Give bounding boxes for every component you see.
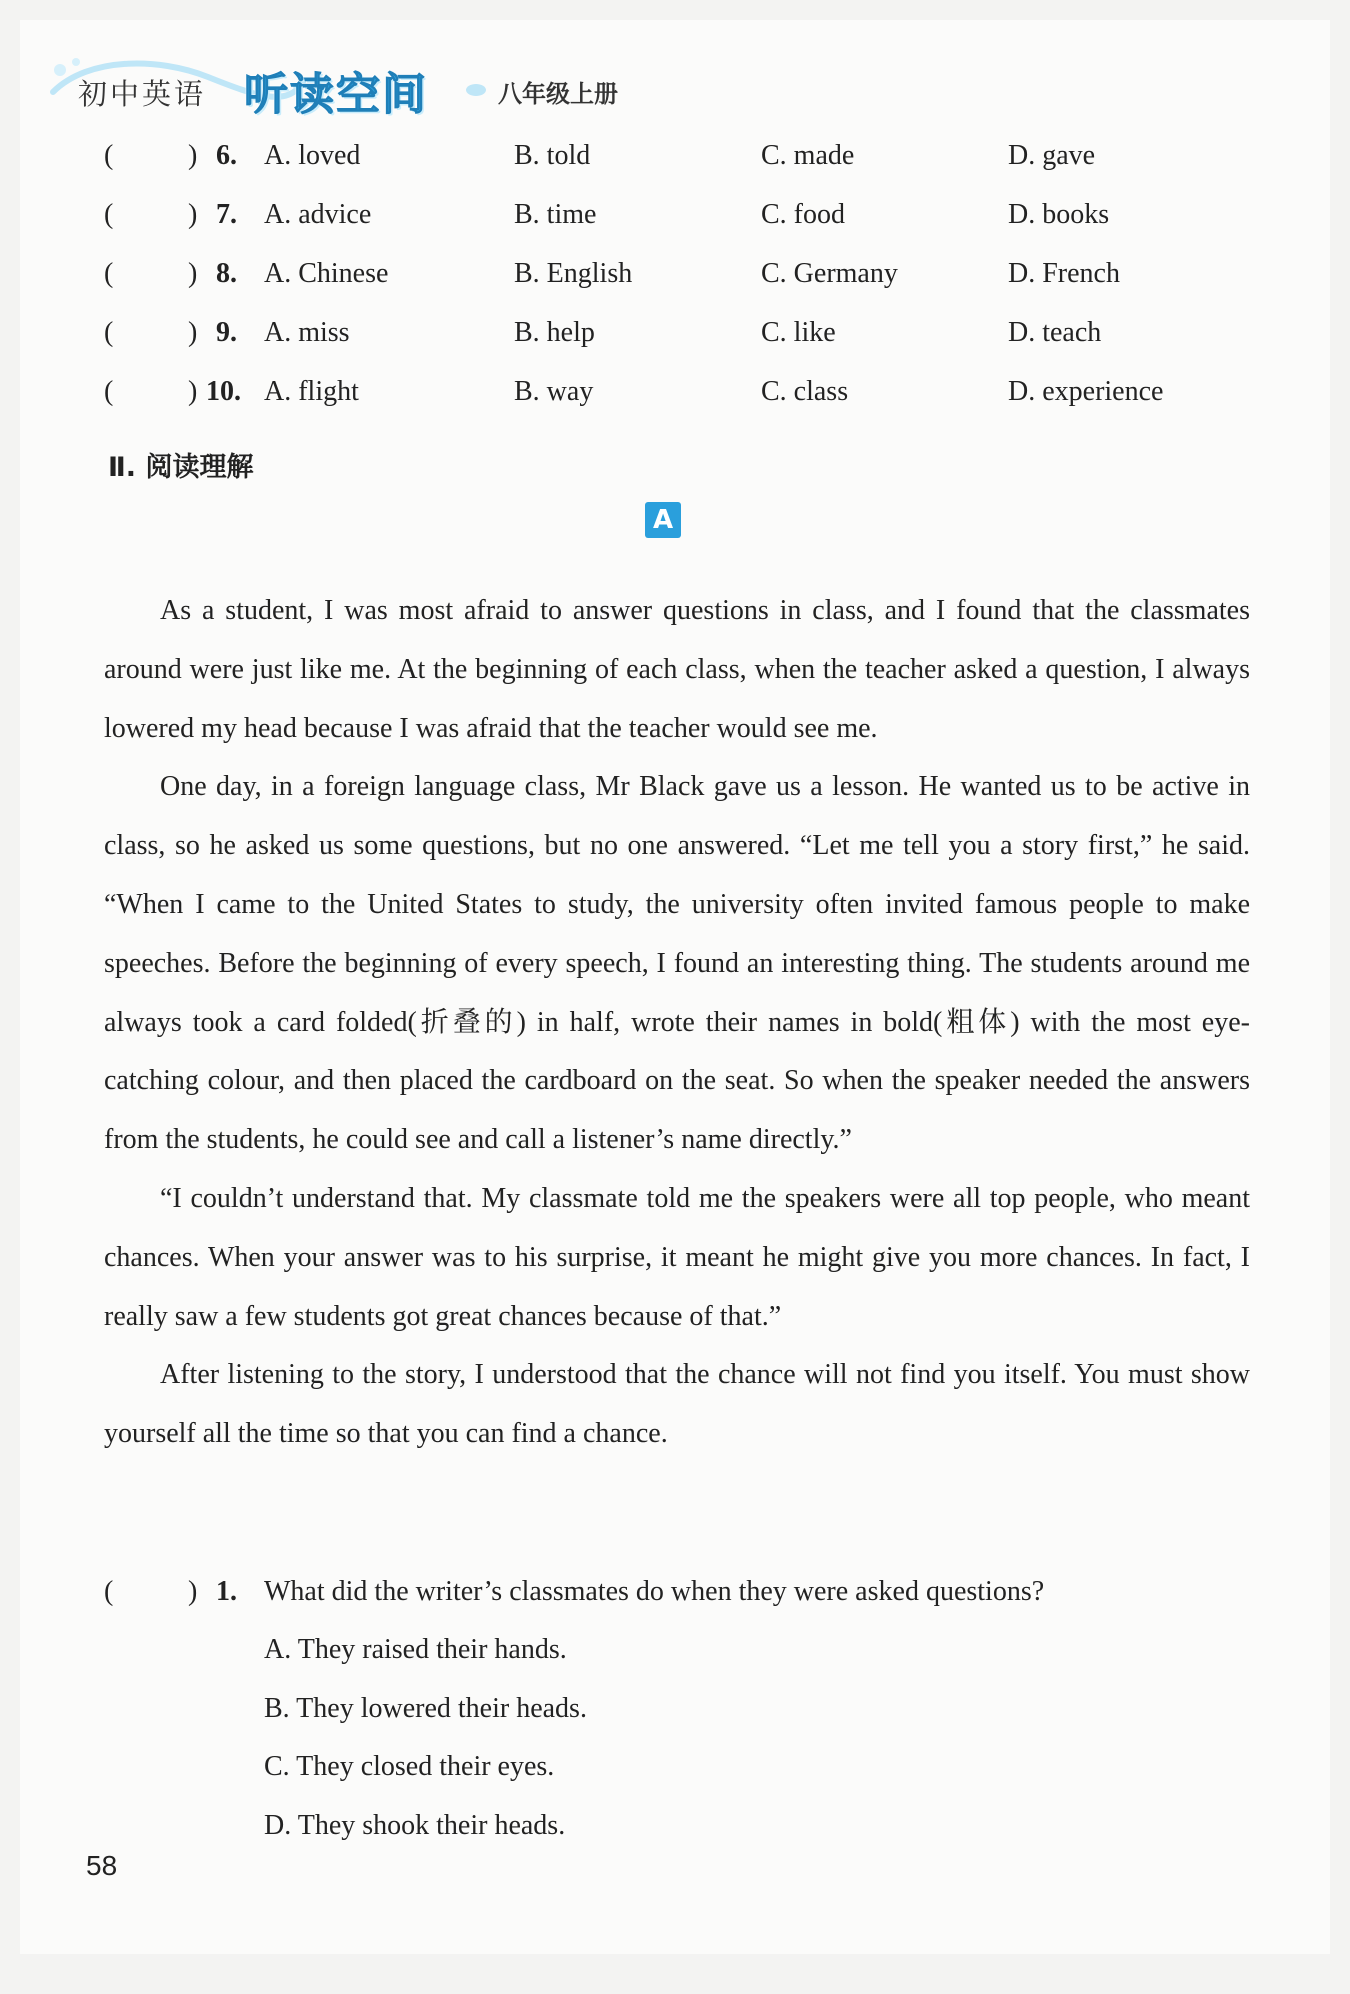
option-a: A. miss [264, 317, 350, 348]
option-row [20, 199, 1330, 258]
option-c: C. class [761, 376, 849, 407]
option-c: C. Germany [761, 258, 898, 289]
series-title: 初中英语 [78, 77, 207, 111]
answer-paren-open: ( [104, 199, 114, 230]
passage-paragraph: As a student, I was most afraid to answer questions in class, and I found that the classmates around were just like me. At the beginning of each class, when the teacher asked a question, I always lowered my head because I was afraid that the teacher would see me. [104, 595, 1250, 744]
grade-dot-decoration [466, 84, 486, 96]
section-title: Ⅱ. 阅读理解 [108, 452, 254, 483]
option-d: D. teach [1008, 317, 1102, 348]
choice-text: D. They shook their heads. [264, 1809, 566, 1841]
question-number: 7. [216, 199, 237, 230]
question-number: 9. [216, 317, 237, 348]
answer-paren-open: ( [104, 317, 114, 348]
question-number: 6. [216, 140, 237, 171]
choice-d [20, 1810, 1330, 1869]
option-d: D. books [1008, 199, 1110, 230]
cloze-options [20, 140, 1330, 435]
answer-paren-open: ( [104, 376, 114, 407]
question-number: 10. [206, 376, 241, 407]
answer-paren-open: ( [104, 140, 114, 171]
option-row [20, 376, 1330, 435]
option-row [20, 317, 1330, 376]
option-c: C. made [761, 140, 855, 171]
option-c: C. food [761, 199, 845, 230]
option-d: D. gave [1008, 140, 1096, 171]
option-row [20, 258, 1330, 317]
answer-paren-close: ) [188, 376, 198, 407]
reading-passage [104, 582, 1250, 1464]
option-b: B. way [514, 376, 594, 407]
option-c: C. like [761, 317, 836, 348]
choice-a [20, 1634, 1330, 1693]
textbook-page [20, 20, 1330, 1954]
answer-paren-close: ) [188, 199, 198, 230]
option-a: A. loved [264, 140, 361, 171]
option-b: B. help [514, 317, 595, 348]
choice-c [20, 1751, 1330, 1810]
passage-paragraph: “I couldn’t understand that. My classmate told me the speakers were all top people, who meant chances. When your answer was to his surprise, it meant he might give you more chances. In fact, I really saw a few students got great chances because of that.” [104, 1182, 1250, 1332]
page-header [54, 42, 754, 132]
choice-text: B. They lowered their heads. [264, 1692, 587, 1724]
question-text: What did the writer’s classmates do when they were asked questions? [264, 1576, 1045, 1607]
option-b: B. told [514, 140, 591, 171]
option-d: D. French [1008, 258, 1120, 289]
option-b: B. time [514, 199, 597, 230]
answer-paren-open: ( [104, 1576, 114, 1607]
answer-paren-open: ( [104, 258, 114, 289]
answer-paren-close: ) [188, 317, 198, 348]
passage-paragraph: After listening to the story, I understood that the chance will not find you itself. You must show yourself all the time so that you can find a chance. [104, 1359, 1250, 1450]
option-b: B. English [514, 258, 633, 289]
answer-paren-close: ) [188, 140, 198, 171]
question-block [20, 1576, 1330, 1868]
option-d: D. experience [1008, 376, 1164, 407]
question-number: 1. [216, 1576, 237, 1607]
option-a: A. flight [264, 376, 359, 407]
option-row [20, 140, 1330, 199]
choice-b [20, 1693, 1330, 1752]
grade-label: 八年级上册 [498, 80, 618, 108]
question-number: 8. [216, 258, 237, 289]
answer-paren-close: ) [188, 258, 198, 289]
question-stem [20, 1576, 1330, 1634]
answer-paren-close: ) [188, 1576, 198, 1607]
choice-text: C. They closed their eyes. [264, 1751, 555, 1782]
page-number: 58 [86, 1850, 118, 1881]
brand-logo-text: 听读空间 [244, 69, 428, 120]
passage-paragraph: One day, in a foreign language class, Mr Black gave us a lesson. He wanted us to be active in class, so he asked us some questions, but no one answered. “Let me tell you a story first,” he said. “When I came to the United States to study, the university often invited famous people to make speeches. Before the beginning of every speech, I found an interesting thing. The students around me always took a card folded(折叠的) in half, wrote their names in bold(粗体) with the most eye-catching colour, and then placed the cardboard on the seat. So when the speaker needed the answers from the students, he could see and call a listener’s name directly.” [104, 771, 1250, 1156]
option-a: A. Chinese [264, 258, 389, 289]
option-a: A. advice [264, 199, 372, 230]
choice-text: A. They raised their hands. [264, 1634, 567, 1665]
passage-label-badge: A [645, 502, 681, 538]
